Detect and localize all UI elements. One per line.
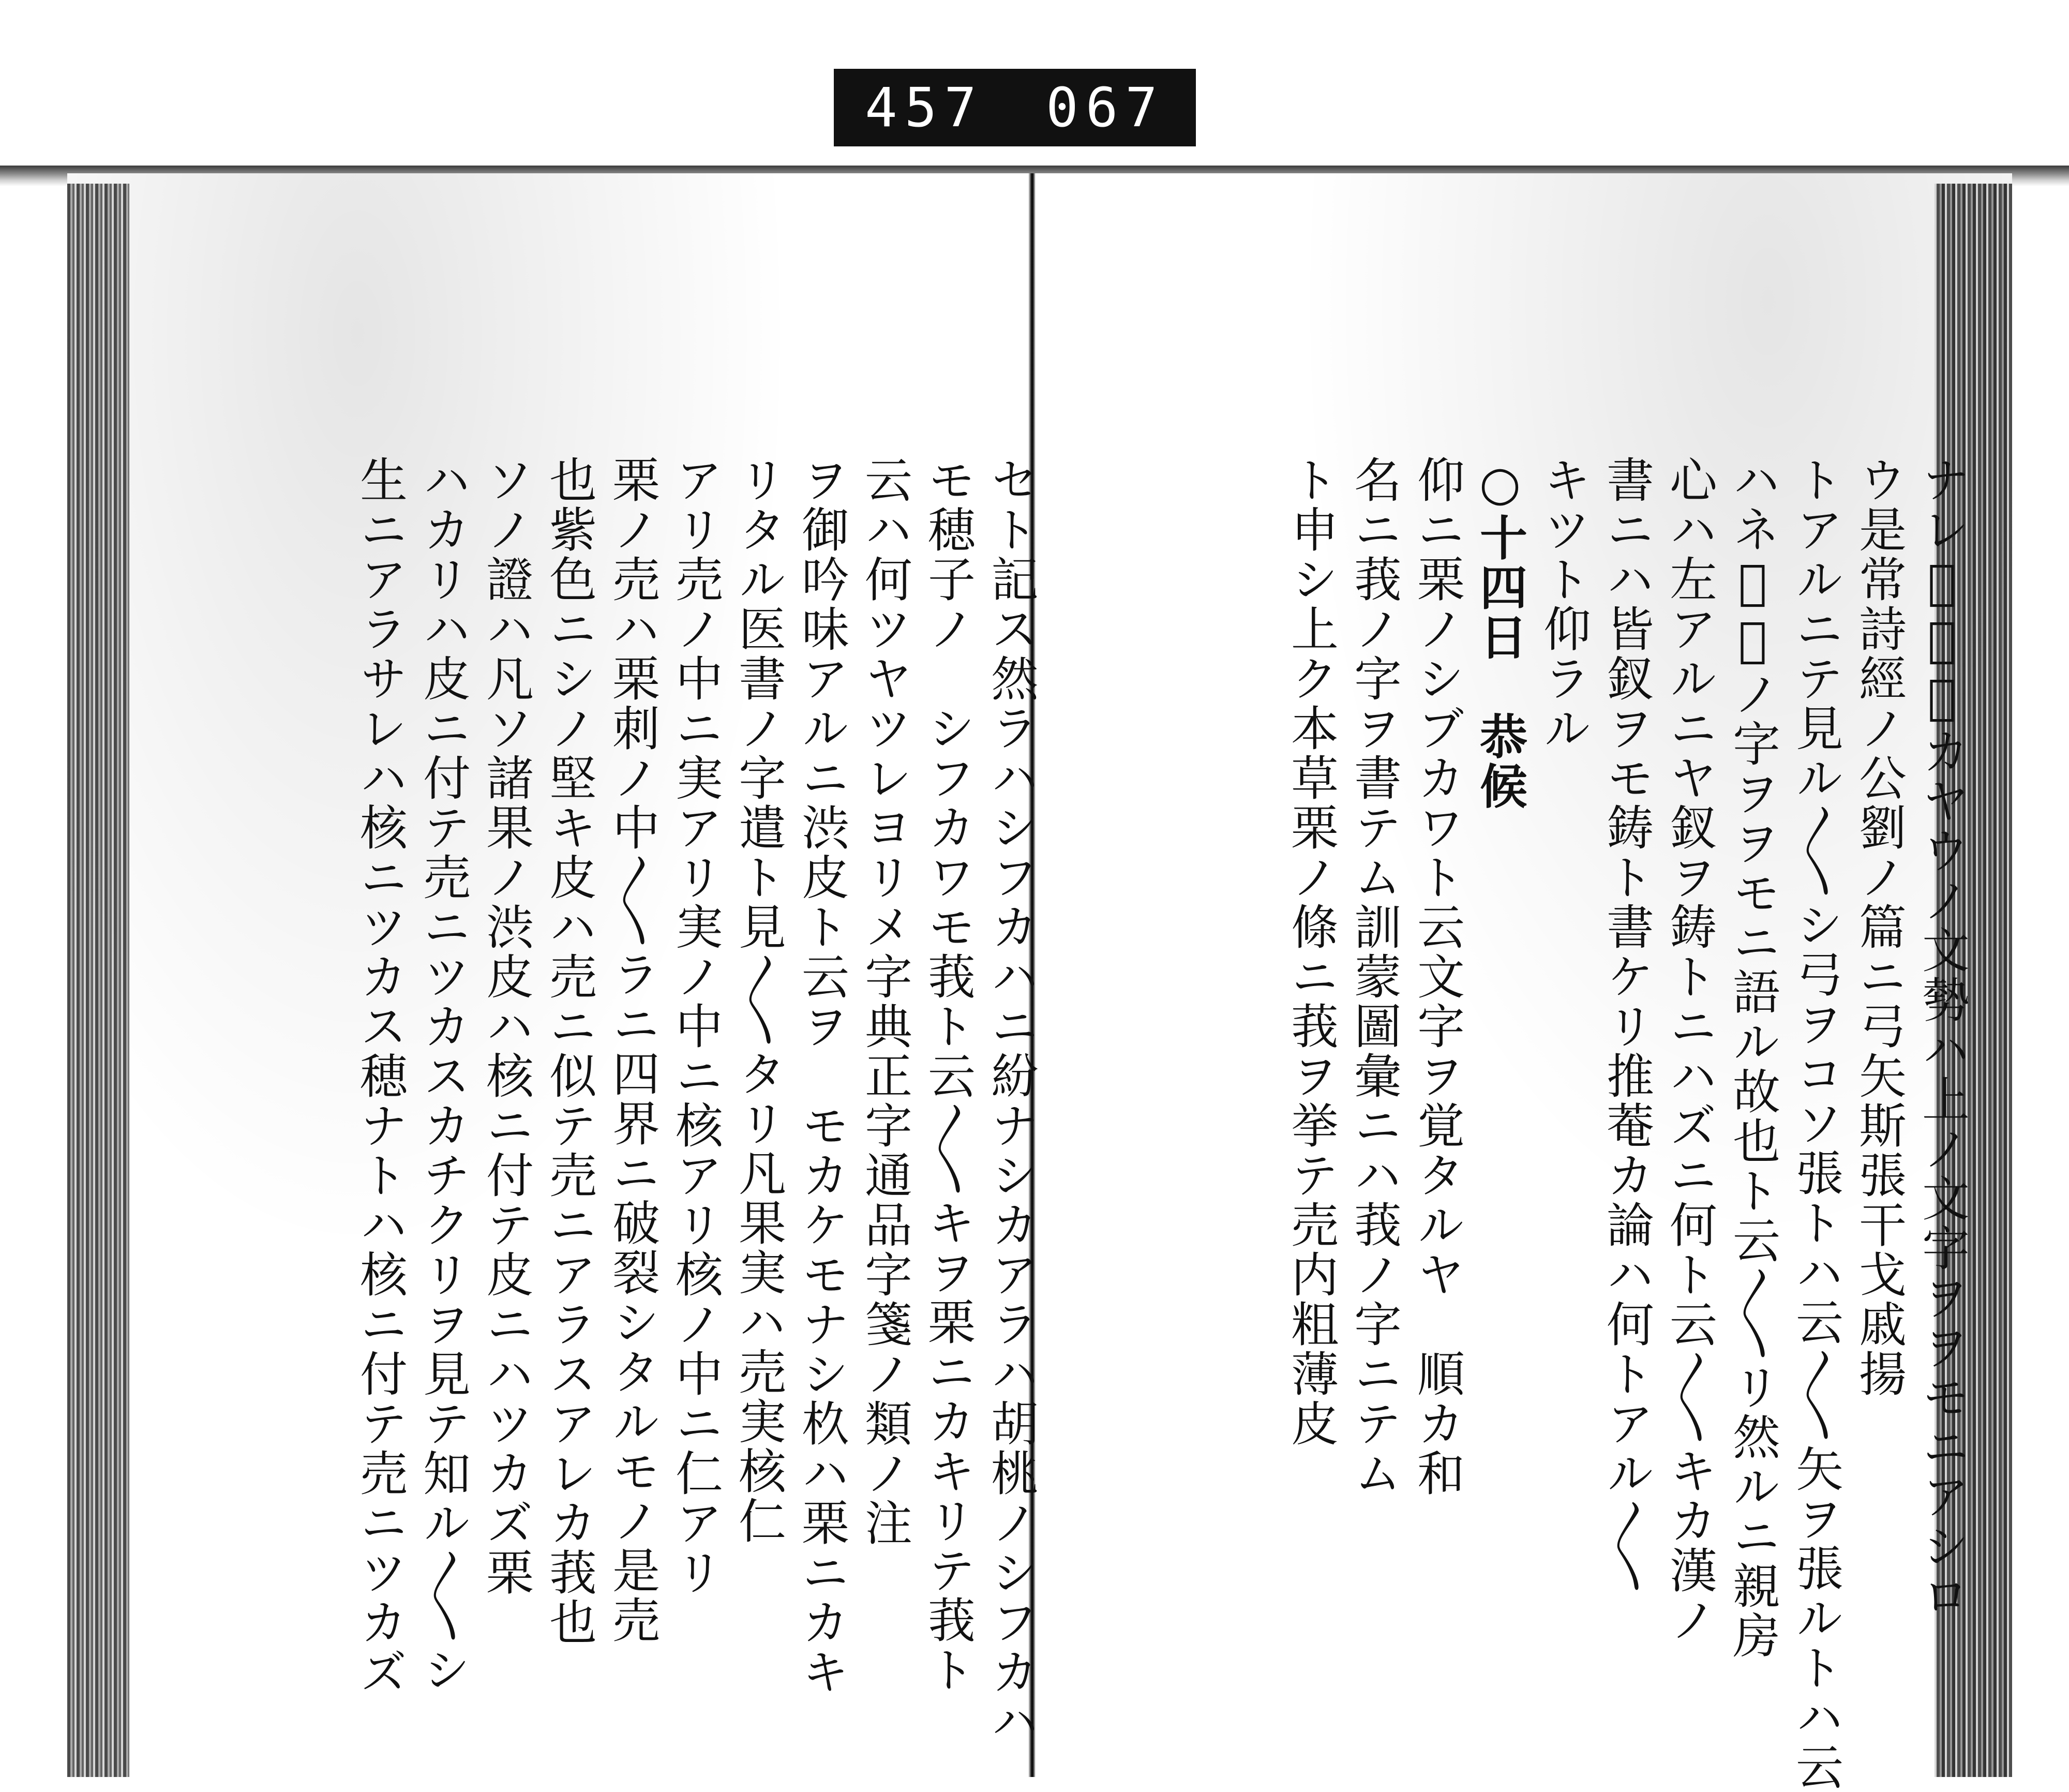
text-column: モ穂子ノ シフカワモ莪ト云〳〵キヲ栗ニカキリテ莪ト (920, 455, 976, 1695)
text-column: 云ハ何ツヤツレヨリメ字典正字通品字箋ノ類ノ注 (857, 455, 912, 1548)
text-column: ソノ證ハ凡ソ諸果ノ渋皮ハ核ニ付テ皮ニハツカズ栗 (478, 455, 534, 1597)
text-column: ヲ御吟味アルニ渋皮ト云ヲ モカケモナシ杦ハ栗ニカキ (794, 455, 849, 1697)
text-column: セト記ス然ラハシフカハニ紛ナシカアラハ胡桃ノシフカハ (983, 455, 1039, 1746)
frame-number: 067 (1046, 76, 1165, 139)
text-column: キツト仰ラル (1536, 455, 1591, 753)
text-column: 名ニ莪ノ字ヲ書テム訓蒙圖彙ニハ莪ノ字ニテム (1346, 455, 1402, 1498)
text-column: ト申シ上ク本草栗ノ條ニ莪ヲ挙テ売内粗薄皮 (1283, 455, 1339, 1448)
text-column: 栗ノ売ハ栗刺ノ中〳〵ラニ四界ニ破裂シタルモノ是売 (605, 455, 660, 1645)
left-page-text (215, 455, 1042, 1746)
text-column: ハネ𪜈弓ノ字ヲヲモニ語ル故也ト云〳〵リ然ルニ親房 (1725, 455, 1780, 1661)
reel-number: 457 (865, 76, 984, 139)
text-column: ナレ𪜈大凡カヤウノ文勢ハ上ノ文字ヲヲモニアシロ (1914, 455, 1970, 1621)
right-page-text (1187, 455, 1973, 1792)
text-column: トアルニテ見ル〳〵シ弓ヲコソ張トハ云〳〵矢ヲ張ルトハ云 (1788, 455, 1843, 1792)
text-column: 書ニハ皆釵ヲモ鋳ト書ケリ推菴カ論ハ何トアル〳〵 (1599, 455, 1654, 1595)
microfilm-frame-label (834, 69, 1196, 146)
text-column: リタル医書ノ字遣ト見〳〵タリ凡果実ハ売実核仁 (731, 455, 786, 1546)
entry-heading-column: ○十四日 恭候 (1472, 455, 1528, 811)
left-page-stack-edge (67, 184, 129, 1777)
text-column: ハカリハ皮ニ付テ売ニツカスカチクリヲ見テ知ル〳〵シ (415, 455, 471, 1695)
text-column: アリ売ノ中ニ実アリ実ノ中ニ核アリ核ノ中ニ仁アリ (668, 455, 723, 1597)
text-column: 也紫色ニシノ堅キ皮ハ売ニ似テ売ニアラスアレカ莪也 (542, 455, 597, 1647)
text-column: 生ニアラサレハ核ニツカス穂ナトハ核ニ付テ売ニツカズ (352, 455, 408, 1697)
text-column: 仰ニ栗ノシブカワト云文字ヲ覚タルヤ 順カ和 (1410, 455, 1465, 1498)
text-column: 心ハ左アルニヤ釵ヲ鋳トニハズニ何ト云〳〵キカ漢ノ (1662, 455, 1717, 1645)
text-column: ウ是常詩經ノ公劉ノ篇ニ弓矢斯張干戈戚揚 (1851, 455, 1907, 1399)
